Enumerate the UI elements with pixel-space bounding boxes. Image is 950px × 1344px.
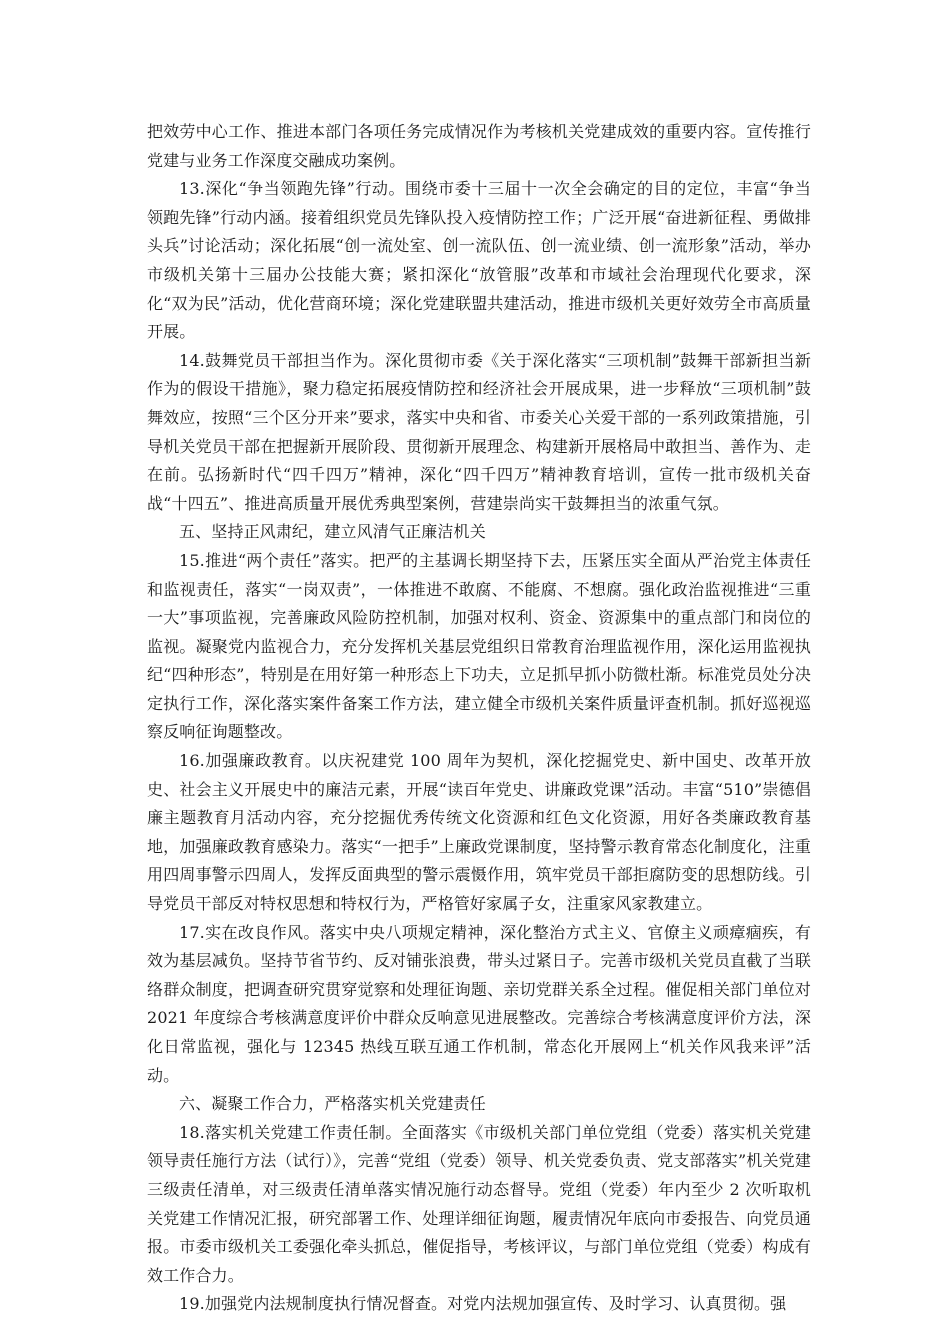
paragraph-item-19: 19.加强党内法规制度执行情况督查。对党内法规加强宣传、及时学习、认真贯彻。强 [179, 1294, 787, 1314]
paragraph-item-18: 18.落实机关党建工作责任制。全面落实《市级机关部门单位党组（党委）落实机关党建领导责任施行方法（试行）》，完善“党组（党委）领导、机关党委负责、党支部落实”机关党建三级责任清单，对三级责任清单落实情况施行动态督导。党组（党委）年内至少 2 次听取机关党建工作情况汇报，研究部署工作、处理详细征询题，履责情况年底向市委报告、向党员通报。市委市级机关工委强化牵头抓总，催促指导，考核评议，与部门单位党组（党委）构成有效工作合力。 [147, 1122, 811, 1285]
section-heading-5: 五、坚持正风肃纪，建立风清气正廉洁机关 [179, 522, 486, 542]
paragraph-item-15: 15.推进“两个责任”落实。把严的主基调长期坚持下去，压紧压实全面从严治党主体责任和监视责任，落实“一岗双责”，一体推进不敢腐、不能腐、不想腐。强化政治监视推进“三重一大”事项监视，完善廉政风险防控机制，加强对权利、资金、资源集中的重点部门和岗位的监视。凝聚党内监视合力，充分发挥机关基层党组织日常教育治理监视作用，深化运用监视执纪“四种形态”，特别是在用好第一种形态上下功夫，立足抓早抓小防微杜渐。标准党员处分决定执行工作，深化落实案件备案工作方法，建立健全市级机关案件质量评查机制。抓好巡视巡察反响征询题整改。 [147, 550, 811, 742]
document-page [147, 118, 811, 1319]
paragraph-item-16: 16.加强廉政教育。以庆祝建党 100 周年为契机，深化挖掘党史、新中国史、改革开放史、社会主义开展史中的廉洁元素，开展“读百年党史、讲廉政党课”活动。丰富“510”崇德倡廉主题教育月活动内容，充分挖掘优秀传统文化资源和红色文化资源，用好各类廉政教育基地，加强廉政教育感染力。落实“一把手”上廉政党课制度，坚持警示教育常态化制度化，注重用四周事警示四周人，发挥反面典型的警示震慑作用，筑牢党员干部拒腐防变的思想防线。引导党员干部反对特权思想和特权行为，严格管好家属子女，注重家风家教建立。 [147, 751, 811, 914]
paragraph-item-17: 17.实在改良作风。落实中央八项规定精神，深化整治方式主义、官僚主义顽瘴痼疾，有效为基层减负。坚持节省节约、反对铺张浪费，带头过紧日子。完善市级机关党员直截了当联络群众制度，把调查研究贯穿觉察和处理征询题、亲切党群关系全过程。催促相关部门单位对 2021 年度综合考核满意度评价中群众反响意见进展整改。完善综合考核满意度评价方法，深化日常监视，强化与 12345 热线互联互通工作机制，常态化开展网上“机关作风我来评”活动。 [147, 922, 811, 1085]
paragraph-item-14: 14.鼓舞党员干部担当作为。深化贯彻市委《关于深化落实“三项机制”鼓舞干部新担当新作为的假设干措施》，聚力稳定拓展疫情防控和经济社会开展成果，进一步释放“三项机制”鼓舞效应，按照“三个区分开来”要求，落实中央和省、市委关心关爱干部的一系列政策措施，引导机关党员干部在把握新开展阶段、贯彻新开展理念、构建新开展格局中敢担当、善作为、走在前。弘扬新时代“四千四万”精神，深化“四千四万”精神教育培训，宣传一批市级机关奋战“十四五”、推进高质量开展优秀典型案例，营建崇尚实干鼓舞担当的浓重气氛。 [147, 350, 811, 513]
section-heading-6: 六、凝聚工作合力，严格落实机关党建责任 [179, 1094, 486, 1114]
paragraph-continuation: 把效劳中心工作、推进本部门各项任务完成情况作为考核机关党建成效的重要内容。宣传推行党建与业务工作深度交融成功案例。 [147, 122, 811, 170]
paragraph-item-13: 13.深化“争当领跑先锋”行动。围绕市委十三届十一次全会确定的目的定位，丰富“争当领跑先锋”行动内涵。接着组织党员先锋队投入疫情防控工作；广泛开展“奋进新征程、勇做排头兵”讨论活动；深化拓展“创一流处室、创一流队伍、创一流业绩、创一流形象”活动，举办市级机关第十三届办公技能大赛；紧扣深化“放管服”改革和市域社会治理现代化要求，深化“双为民”活动，优化营商环境；深化党建联盟共建活动，推进市级机关更好效劳全市高质量开展。 [147, 179, 811, 342]
